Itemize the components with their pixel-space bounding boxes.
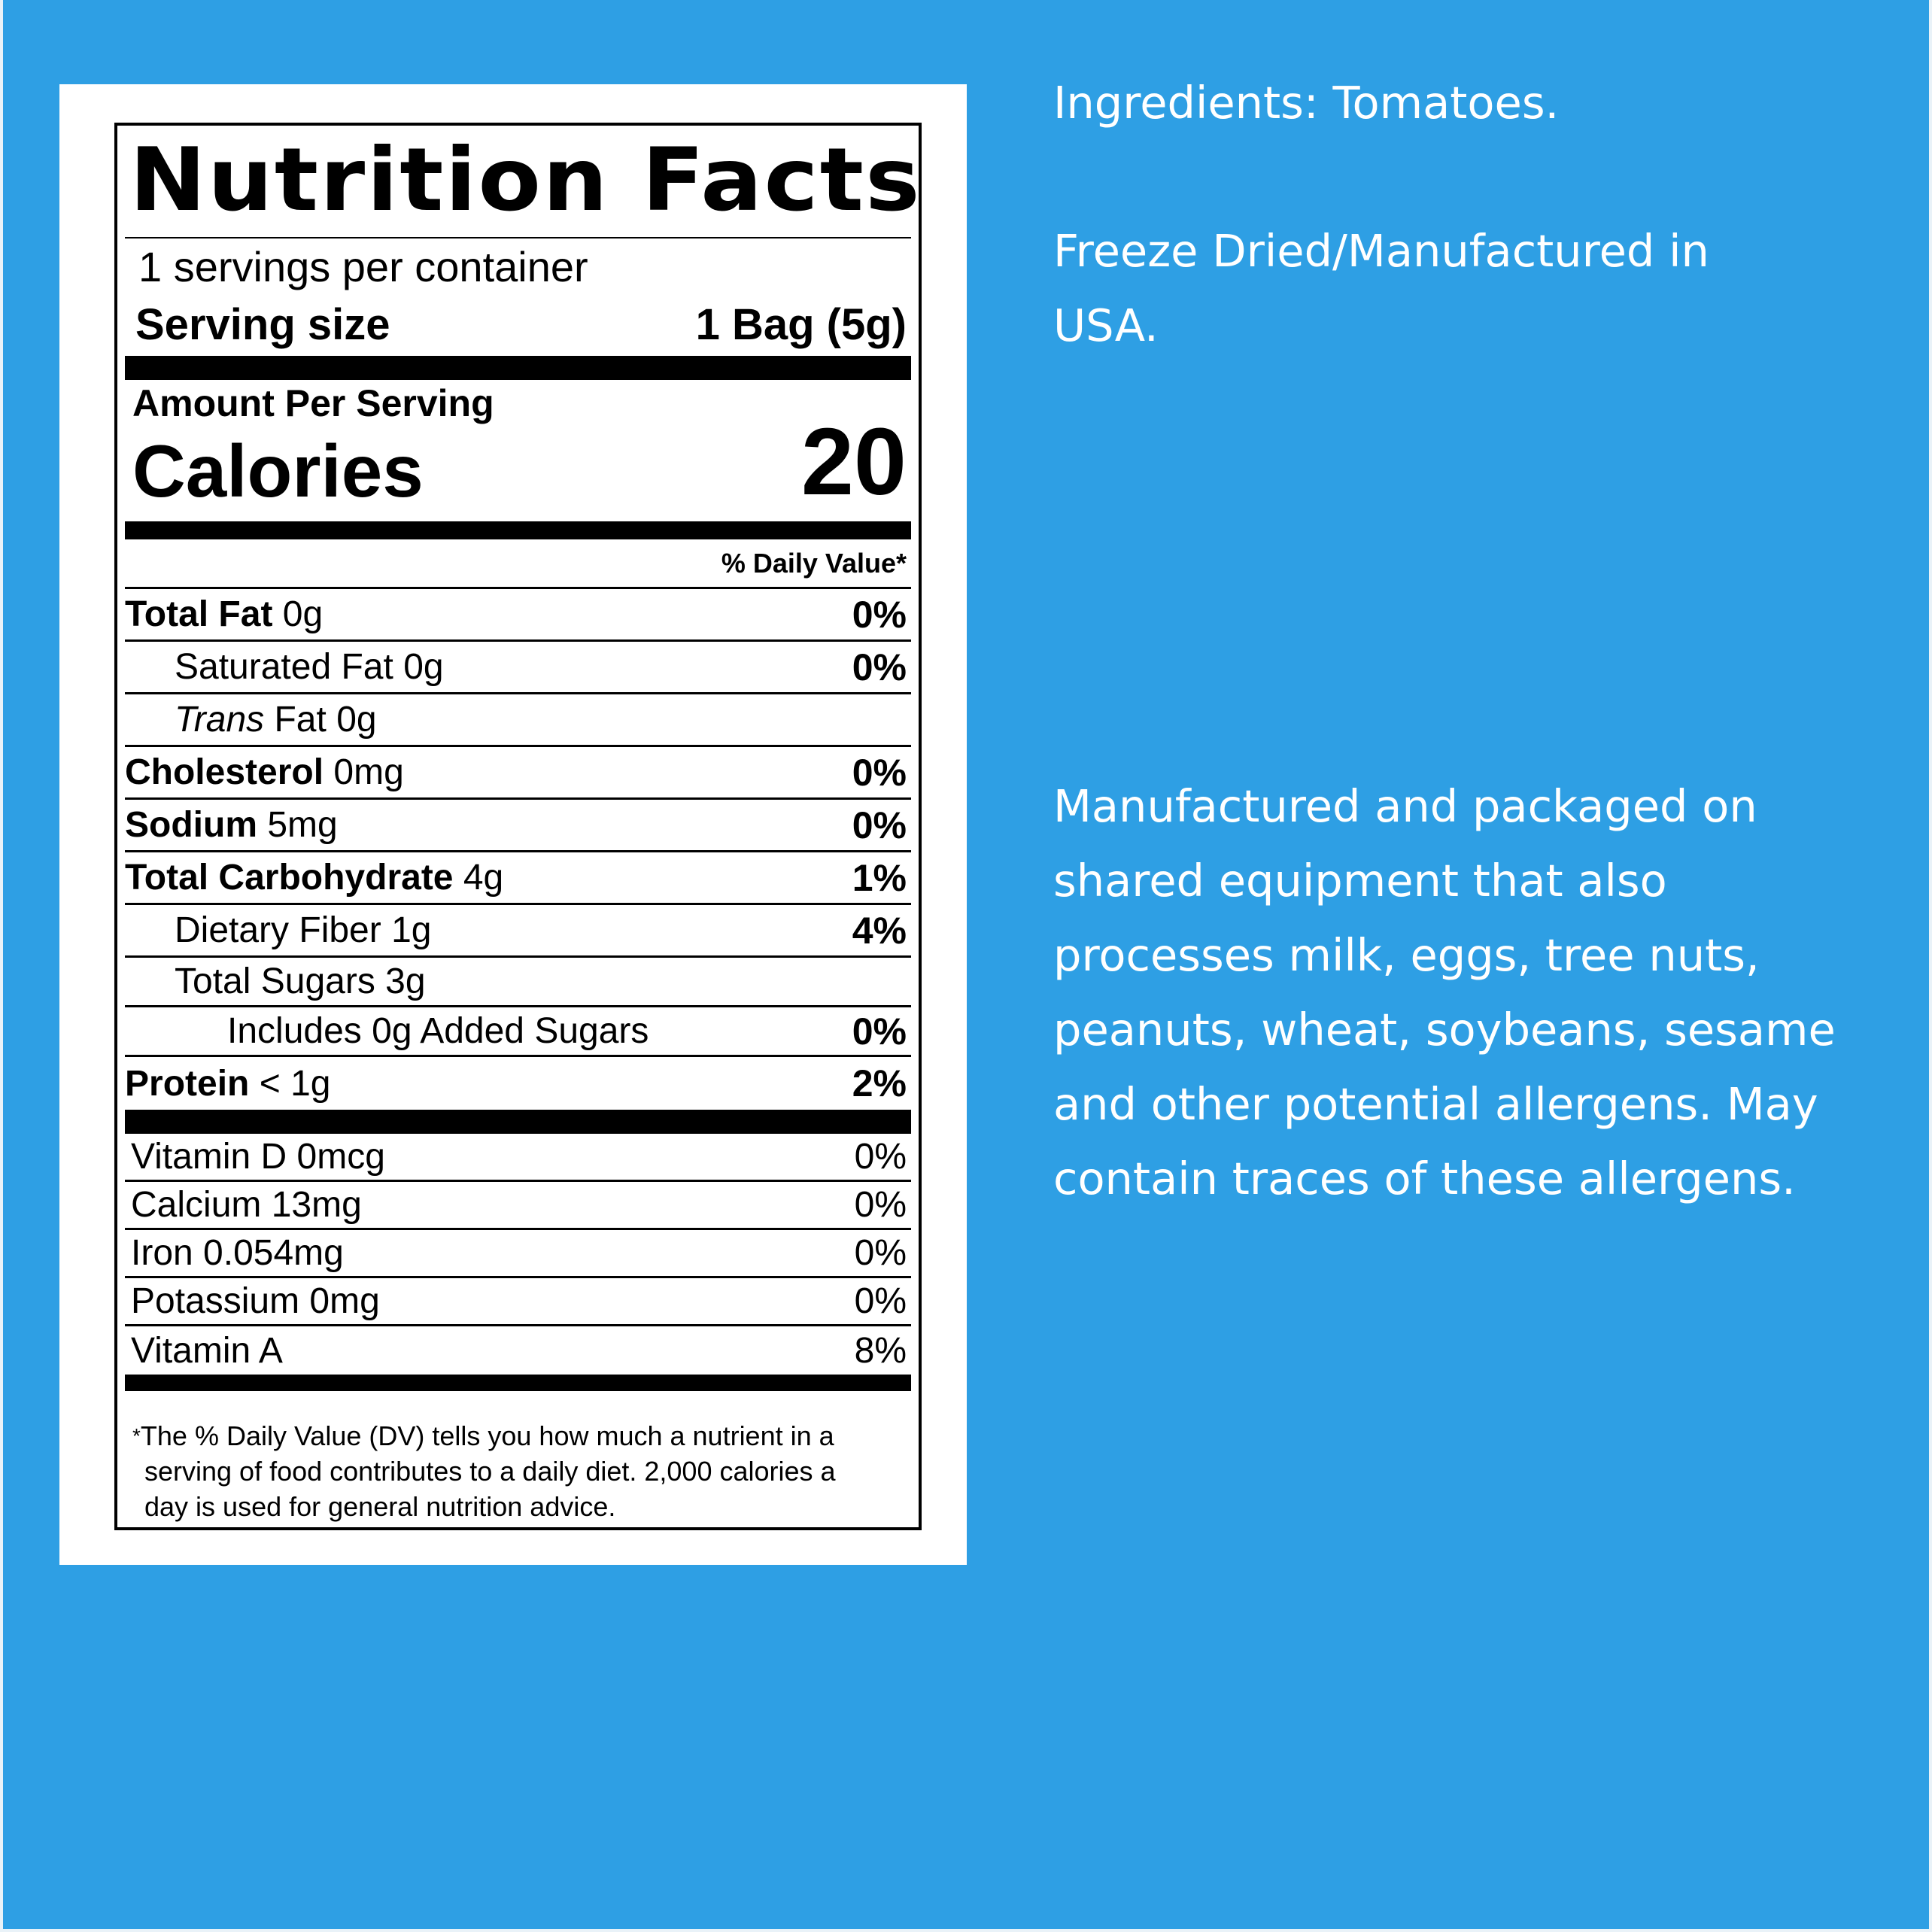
vitamin-dv: 0%: [854, 1281, 907, 1321]
nutrient-dv: 1%: [852, 856, 907, 899]
nutrient-dv: 0%: [852, 646, 907, 688]
nutrient-label: [175, 961, 426, 1002]
nutrient-row-added-sugars: [125, 1007, 911, 1057]
nutrient-dv: 2%: [852, 1062, 907, 1104]
nutrient-row-total-carbohydrate: [125, 852, 911, 905]
nutrient-label: [175, 910, 431, 951]
nutrient-name: Saturated Fat: [175, 647, 393, 687]
vitamin-label: Vitamin D 0mcg: [131, 1137, 385, 1177]
thick-divider: [125, 356, 911, 380]
nutrient-label: [125, 857, 503, 898]
daily-value-footnote: [125, 1391, 911, 1524]
calories-label: Calories: [132, 430, 424, 512]
nutrient-row-saturated-fat: [125, 642, 911, 694]
title-word-facts: Facts: [642, 129, 922, 231]
nutrient-amount: 0g: [282, 594, 324, 634]
thick-divider: [125, 1110, 911, 1134]
amount-per-serving-text: Amount Per Serving: [132, 382, 494, 424]
serving-size-row: [125, 294, 911, 350]
calories-value: 20: [800, 409, 907, 515]
nutrient-label: [125, 804, 338, 846]
nutrient-name: Protein: [125, 1063, 250, 1104]
nutrient-label: [175, 646, 444, 688]
vitamin-label: Calcium 13mg: [131, 1185, 362, 1225]
allergen-statement: Manufactured and packaged on shared equipment that also processes milk, eggs, tree nuts, peanuts, wheat, soybeans, sesame and other potential allergens. May contain traces of these allergens.: [1053, 780, 1836, 1204]
footnote-line-2: serving of food contributes to a daily diet. 2,000 calories a: [144, 1456, 836, 1487]
nutrient-name: Includes 0g Added Sugars: [227, 1011, 649, 1051]
daily-value-header-text: % Daily Value*: [721, 547, 907, 579]
nutrient-dv: 0%: [852, 803, 907, 846]
nutrient-amount: 3g: [385, 961, 426, 1001]
vitamin-row-calcium: [125, 1182, 911, 1230]
nutrient-label: [125, 752, 404, 793]
vitamin-label: Iron 0.054mg: [131, 1233, 344, 1273]
nutrient-name: Cholesterol: [125, 752, 324, 792]
vitamin-row-vitamin-d: [125, 1134, 911, 1182]
footnote-line: [132, 1418, 889, 1454]
nutrient-row-trans-fat: [125, 694, 911, 747]
ingredients-text: Ingredients: Tomatoes.: [1053, 77, 1560, 129]
vitamin-label: Potassium 0mg: [131, 1281, 380, 1321]
nutrient-dv: 0%: [852, 593, 907, 636]
footnote-line: [132, 1454, 889, 1489]
footnote-line-1: The % Daily Value (DV) tells you how much a nutrient in a: [140, 1420, 834, 1451]
nutrient-dv: 0%: [852, 1010, 907, 1053]
nutrition-facts-panel: [114, 123, 922, 1530]
amount-per-serving: [125, 380, 911, 425]
vitamin-label: Vitamin A: [131, 1330, 283, 1371]
nutrient-name: Dietary Fiber: [175, 910, 381, 950]
nutrient-row-sodium: [125, 800, 911, 852]
vitamin-row-iron: [125, 1230, 911, 1278]
nutrient-amount: 0mg: [333, 752, 404, 792]
nutrient-label: [227, 1010, 649, 1052]
nutrient-amount: < 1g: [259, 1063, 331, 1104]
footnote-star: *: [132, 1424, 141, 1447]
calories-row: [125, 409, 911, 515]
title-word-nutrition: Nutrition: [129, 129, 609, 231]
vitamin-dv: 0%: [854, 1185, 907, 1225]
footnote-line: [132, 1489, 889, 1524]
nutrient-name-italic: Trans: [175, 700, 265, 740]
nutrient-label: [175, 699, 377, 740]
serving-size-label: Serving size: [135, 300, 390, 349]
nutrient-amount: 0g: [403, 647, 444, 687]
nutrient-row-dietary-fiber: [125, 905, 911, 958]
vitamin-row-potassium: [125, 1278, 911, 1326]
thick-divider: [125, 521, 911, 539]
nutrient-name: Total Fat: [125, 594, 273, 634]
nutrient-row-total-sugars: [125, 958, 911, 1007]
vitamin-dv: 0%: [854, 1233, 907, 1273]
nutrition-facts-title: [125, 126, 922, 237]
nutrient-row-protein: [125, 1057, 911, 1110]
nutrient-dv: 0%: [852, 751, 907, 794]
servings-per-container: [125, 238, 911, 294]
nutrient-name: Sodium: [125, 805, 257, 845]
nutrient-amount: 1g: [391, 910, 432, 950]
nutrient-name: Total Carbohydrate: [125, 858, 454, 898]
nutrition-label-card: [59, 84, 967, 1565]
vitamin-row-vitamin-a: [125, 1326, 911, 1375]
servings-per-container-text: 1 servings per container: [138, 242, 588, 290]
nutrient-label: [125, 1063, 330, 1104]
serving-size-value: 1 Bag (5g): [695, 300, 907, 349]
vitamin-dv: 8%: [854, 1330, 907, 1371]
nutrient-amount: 0g: [336, 700, 377, 740]
nutrient-label: [125, 594, 323, 635]
origin-text: Freeze Dried/Manufactured in USA.: [1053, 225, 1709, 351]
vitamin-dv: 0%: [854, 1137, 907, 1177]
nutrient-amount: 4g: [463, 858, 504, 898]
thick-divider: [125, 1375, 911, 1391]
nutrient-row-total-fat: [125, 589, 911, 642]
nutrient-dv: 4%: [852, 909, 907, 952]
nutrient-name: Total Sugars: [175, 961, 375, 1001]
daily-value-header: [125, 539, 911, 589]
footnote-line-3: day is used for general nutrition advice.: [144, 1491, 616, 1522]
nutrient-amount: 5mg: [267, 805, 338, 845]
nutrient-name: Fat: [274, 700, 327, 740]
nutrient-row-cholesterol: [125, 747, 911, 800]
